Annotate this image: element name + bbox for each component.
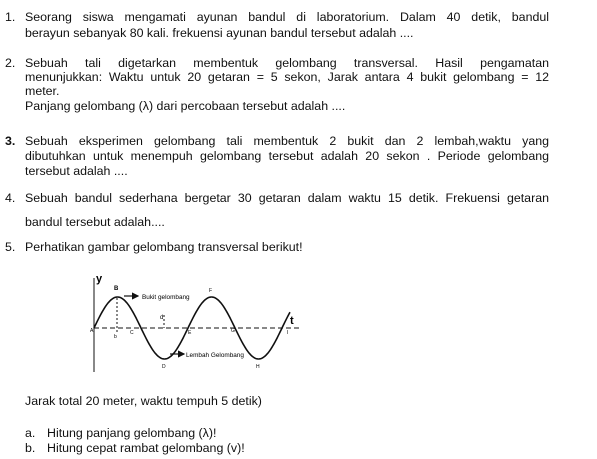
bukit-label: Bukit gelombang xyxy=(142,294,190,301)
question-line: meter. xyxy=(25,84,60,98)
point-label-d-small: d xyxy=(160,315,164,321)
t-axis-label: t xyxy=(290,315,294,327)
context-text: Jarak total 20 meter, waktu tempuh 5 detik) xyxy=(25,394,262,408)
question-line: tersebut adalah .... xyxy=(25,164,128,178)
question-line: menunjukkan: Waktu untuk 20 getaran = 5 sekon, Jarak antara 4 bukit gelombang = 12 xyxy=(25,70,549,84)
point-label-a: A xyxy=(90,328,94,334)
y-axis-label: y xyxy=(96,273,103,285)
question-line: Seorang siswa mengamati ayunan bandul di laboratorium. Dalam 40 detik, bandul xyxy=(25,10,549,24)
transverse-wave-figure xyxy=(88,270,308,380)
question-number: 1. xyxy=(5,10,16,24)
question-line: berayun sebanyak 80 kali. frekuensi ayunan bandul tersebut adalah .... xyxy=(25,26,414,40)
point-label-d: D xyxy=(162,364,166,370)
sub-question-text: Hitung cepat rambat gelombang (v)! xyxy=(47,441,245,455)
question-line: Perhatikan gambar gelombang transversal berikut! xyxy=(25,240,303,254)
point-label-b-small: b xyxy=(114,334,117,340)
point-label-i: I xyxy=(287,330,289,336)
point-label-c: C xyxy=(130,330,134,336)
question-number: 3. xyxy=(5,134,16,148)
sub-question-label: a. xyxy=(25,426,36,440)
question-line: bandul tersebut adalah.... xyxy=(25,215,165,229)
point-label-g: G xyxy=(231,328,235,334)
question-line: Sebuah bandul sederhana bergetar 30 getaran dalam waktu 15 detik. Frekuensi getaran xyxy=(25,191,549,205)
question-number: 5. xyxy=(5,240,16,254)
question-line: Panjang gelombang (λ) dari percobaan tersebut adalah .... xyxy=(25,99,346,113)
sub-question-label: b. xyxy=(25,441,36,455)
point-label-h: H xyxy=(256,364,260,370)
question-line: Sebuah eksperimen gelombang tali membentuk 2 bukit dan 2 lembah,waktu yang xyxy=(25,134,549,148)
lembah-label: Lembah Gelombang xyxy=(186,352,244,359)
question-line: Sebuah tali digetarkan membentuk gelombang transversal. Hasil pengamatan xyxy=(25,56,549,70)
question-number: 2. xyxy=(5,56,16,70)
point-label-f: F xyxy=(209,288,213,294)
question-line: dibutuhkan untuk menempuh gelombang tersebut adalah 20 sekon . Periode gelombang xyxy=(25,149,549,163)
sub-question-text: Hitung panjang gelombang (λ)! xyxy=(47,426,217,440)
point-label-b: B xyxy=(114,286,119,292)
point-label-e: E xyxy=(188,330,192,336)
question-number: 4. xyxy=(5,191,16,205)
